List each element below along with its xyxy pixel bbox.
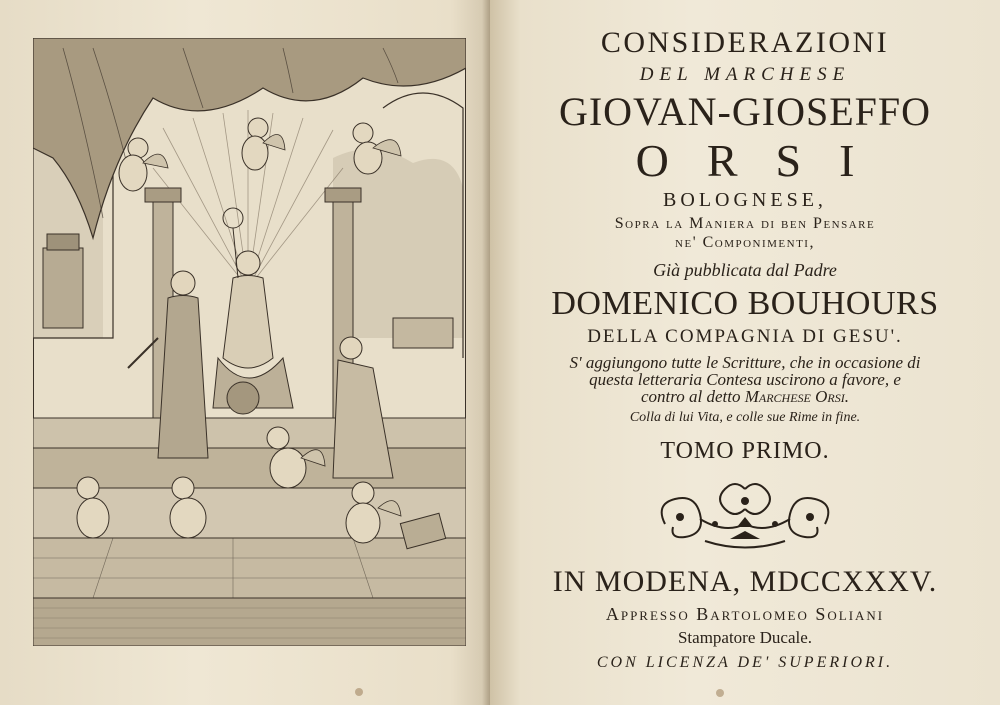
subtitle-line-1: Sopra la Maniera di ben Pensare [614, 215, 876, 232]
title-considerazioni: CONSIDERAZIONI [600, 26, 890, 59]
description-line-1: S' aggiungono tutte le Scritture, che in occasione di [569, 353, 921, 372]
author-surname: ORSI [635, 135, 893, 186]
subtitle-line-2: ne' Componimenti, [675, 234, 815, 251]
paper-stain [716, 689, 724, 697]
imprint-printer-title: Stampatore Ducale. [677, 628, 813, 647]
author-origin: BOLOGNESE, [663, 189, 827, 211]
paper-stain [355, 688, 363, 696]
description-line-3-text: contro al detto [641, 387, 745, 406]
imprint-printer: Appresso Bartolomeo Soliani [605, 604, 885, 624]
published-by-line: Già pubblicata dal Padre [653, 260, 837, 280]
author-first-name: GIOVAN-GIOSEFFO [558, 89, 932, 134]
title-del-marchese: DEL MARCHESE [639, 64, 851, 85]
vita-rime-line: Colla di lui Vita, e colle sue Rime in fine. [629, 410, 861, 425]
printer-ornament-icon [645, 479, 845, 553]
imprint-license: CON LICENZA DE' SUPERIORI. [596, 654, 894, 671]
frontispiece-page [0, 0, 490, 705]
description-line-3-name: Marchese Orsi [744, 387, 845, 406]
compagnia-line: DELLA COMPAGNIA DI GESU'. [587, 326, 903, 347]
tomo-primo: TOMO PRIMO. [660, 438, 830, 464]
title-text-block [505, 20, 985, 671]
imprint-place-date: IN MODENA, MDCCXXXV. [552, 565, 938, 598]
description-line-2: questa letteraria Contesa uscirono a favore, e [589, 370, 901, 389]
frontispiece-engraving [33, 38, 466, 646]
description-line-3 [505, 388, 985, 405]
description-line-3-end: . [844, 387, 849, 406]
bouhours-name: DOMENICO BOUHOURS [551, 285, 939, 322]
description-paragraph [505, 354, 985, 405]
